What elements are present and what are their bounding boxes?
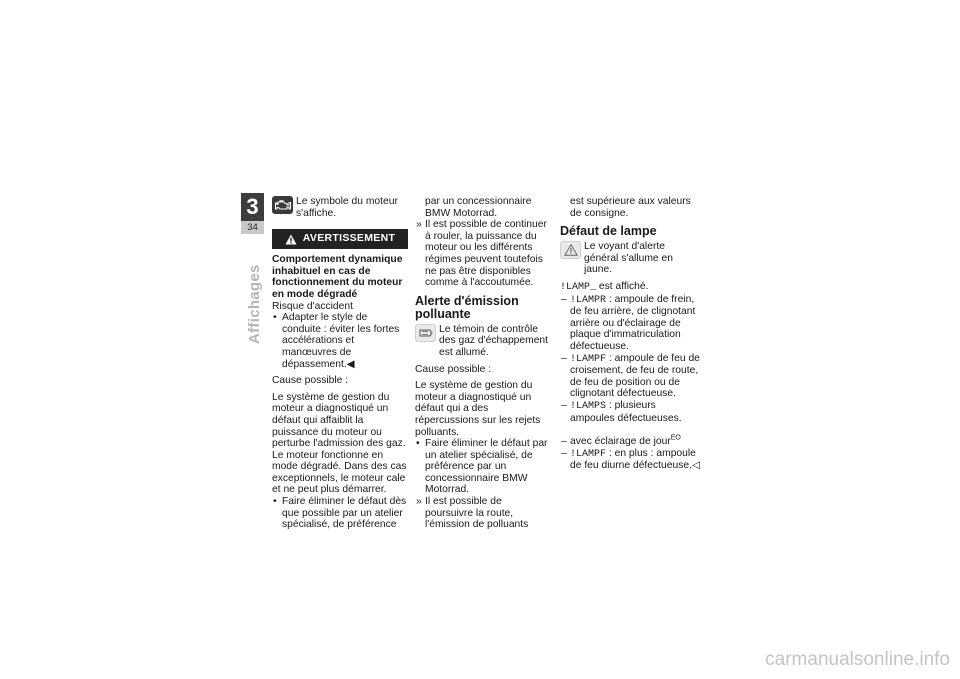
lamp-item-text: [570, 294, 702, 353]
bullet-text: Adapter le style de conduite : éviter les fortes accélérations et manœuvres de dépassement.◀: [282, 312, 400, 370]
lamp-code: !LAMP_: [560, 281, 597, 293]
engine-symbol-text: Le symbole du moteur s'affiche.: [296, 196, 398, 219]
arrow-text: Il est possible de poursuivre la route, l'émission de polluants: [425, 496, 529, 531]
bullet-icon: •: [273, 496, 277, 508]
lamp-item-desc: : ampoule de frein, de feu arrière, de clignotant arrière ou d'éclairage de plaque d'immatriculation défectueuse.: [570, 293, 696, 352]
daylight-label: [570, 436, 702, 448]
warning-banner-label: AVERTISSEMENT: [302, 232, 396, 245]
list-item: [560, 294, 702, 353]
arrow-icon: »: [416, 496, 422, 508]
daylight-label-text: avec éclairage de jour: [570, 436, 671, 448]
cause-label: Cause possible :: [272, 375, 349, 387]
list-item: [415, 438, 551, 496]
dash-icon: –: [561, 399, 567, 411]
bullet-icon: •: [416, 438, 420, 450]
list-item: [415, 496, 551, 531]
bullet-icon: •: [273, 312, 277, 324]
exhaust-lamp-text: Le témoin de contrôle des gaz d'échappement est allumé.: [439, 323, 549, 358]
dash-icon: –: [561, 293, 567, 305]
warning-banner: [272, 229, 408, 249]
cause-label: Cause possible :: [415, 363, 492, 375]
lamp-item-text: [570, 353, 702, 400]
column-2: [415, 196, 551, 531]
dash-icon: –: [561, 436, 567, 448]
general-warning-text: Le voyant d'alerte général s'allume en jaune.: [584, 241, 673, 276]
cause-text: Le système de gestion du moteur a diagnostiqué un défaut qui affaiblit la puissance du moteur ou perturbe l'admission des gaz. Le moteur fonctionne en mode dégradé. Dans des cas exceptionnels, le moteur cale et ne peut plus démarrer.: [272, 391, 407, 496]
lamp-item-code: !LAMPF: [570, 353, 607, 365]
chapter-tab: [241, 193, 264, 234]
arrow-text: Il est possible de continuer à rouler, la puissance du moteur ou les différents régimes peuvent toutefois ne pas être disponibles comme à l'accoutumée.: [425, 219, 547, 289]
risk-text: Risque d'accident: [272, 300, 353, 312]
list-item: [415, 219, 551, 289]
bullet-text: Faire éliminer le défaut par un atelier spécialisé, de préférence par un concessionnaire BMW Motorrad.: [425, 438, 548, 496]
arrow-icon: »: [416, 219, 422, 231]
column-3: [560, 196, 702, 472]
bullet-text: Faire éliminer le défaut dès que possible par un atelier spécialisé, de préférence: [282, 496, 407, 531]
lamp-item-code: !LAMPF: [570, 448, 607, 460]
list-item: [272, 312, 408, 370]
exhaust-lamp-icon: [415, 324, 436, 342]
lamp-code-line: [560, 281, 702, 294]
cause-text: Le système de gestion du moteur a diagnostiqué un défaut qui a des répercussions sur les rejets polluants.: [415, 380, 541, 438]
list-item: [560, 436, 702, 448]
continued-text: par un concessionnaire BMW Motorrad.: [425, 196, 532, 219]
lamp-item-desc: : plusieurs ampoules défectueuses.: [570, 399, 682, 424]
warning-title: Comportement dynamique inhabituel en cas de fonctionnement du moteur en mode dégradé: [272, 254, 403, 300]
list-item: [272, 496, 408, 531]
list-item: [560, 400, 702, 424]
continued-text: est supérieure aux valeurs de consigne.: [570, 196, 691, 219]
list-item: [560, 448, 702, 472]
section-heading: Alerte d'émission polluante: [415, 293, 519, 321]
lamp-code-suffix: est affiché.: [598, 280, 649, 292]
section-heading: Défaut de lampe: [560, 224, 657, 239]
page-number: 34: [241, 221, 264, 234]
general-warning-icon: [560, 241, 581, 259]
lamp-item-code: !LAMPS: [570, 400, 607, 412]
warning-triangle-icon: [285, 234, 297, 245]
dash-icon: –: [561, 447, 567, 459]
lamp-item-code: !LAMPR: [570, 294, 607, 306]
column-1: [272, 196, 408, 531]
lamp-item-text: [570, 448, 702, 472]
chapter-number: 3: [241, 193, 264, 221]
lamp-item-text: [570, 400, 702, 424]
chapter-label: Affichages: [246, 264, 263, 344]
lamp-item-desc: : ampoule de feu de croisement, de feu de route, de feu de position ou de clignotant défectueuse.: [570, 352, 700, 400]
daylight-sup: EO: [670, 434, 681, 442]
list-item: [560, 353, 702, 400]
lamp-item-desc: : en plus : ampoule de feu diurne défectueuse.◁: [570, 447, 700, 472]
dash-icon: –: [561, 352, 567, 364]
watermark: carmanualsonline.info: [765, 649, 950, 670]
engine-icon: [272, 196, 293, 214]
